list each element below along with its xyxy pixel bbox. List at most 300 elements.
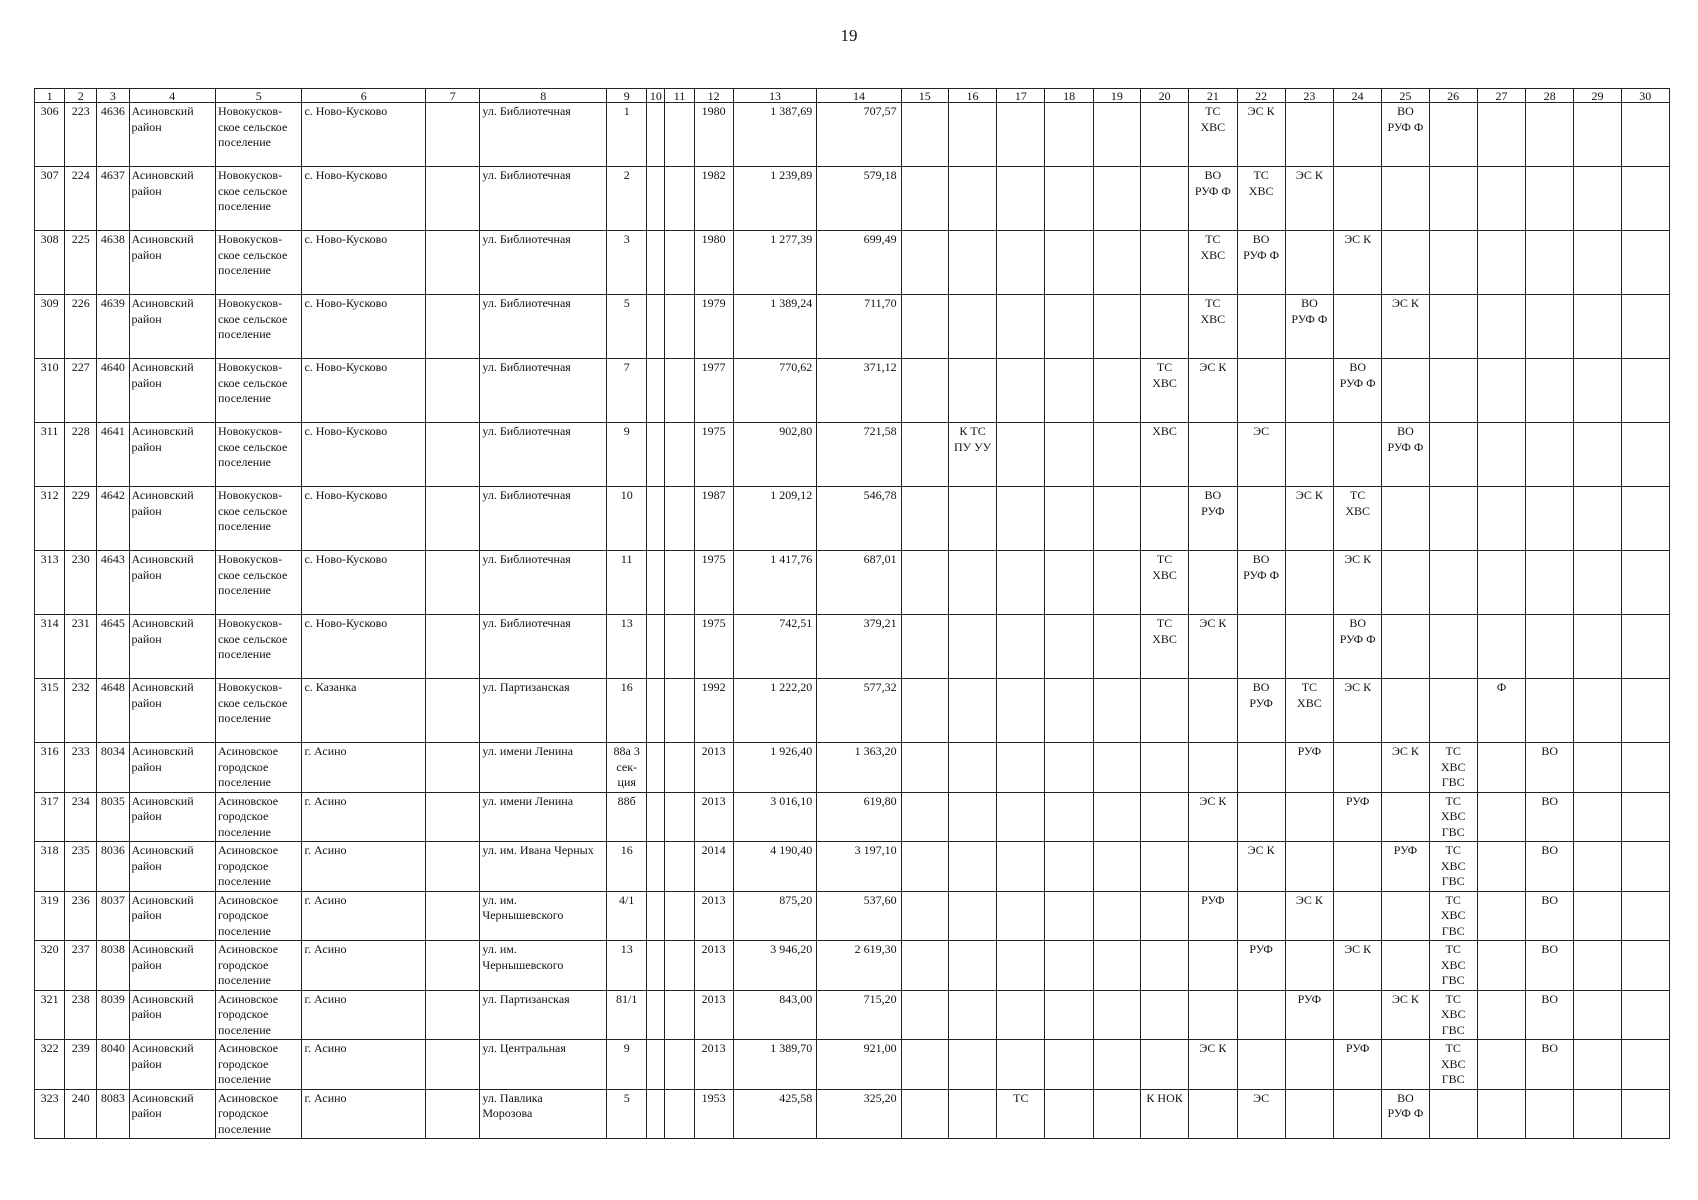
cell-col-6: с. Ново-Кусково	[302, 231, 426, 295]
cell-col-7	[426, 359, 480, 423]
cell-col-15	[901, 743, 948, 793]
cell-col-12: 1980	[694, 103, 733, 167]
cell-col-3: 4640	[97, 359, 129, 423]
cell-col-18	[1045, 941, 1093, 991]
cell-col-28	[1526, 615, 1574, 679]
table-row	[35, 891, 1670, 941]
cell-col-9: 5	[607, 1089, 647, 1139]
cell-col-18	[1045, 167, 1093, 231]
cell-col-4: Асиновский район	[129, 891, 215, 941]
cell-col-7	[426, 792, 480, 842]
cell-col-28	[1526, 359, 1574, 423]
cell-col-26	[1429, 423, 1477, 487]
cell-col-4: Асиновский район	[129, 842, 215, 892]
cell-col-30	[1621, 891, 1669, 941]
cell-col-4: Асиновский район	[129, 990, 215, 1040]
cell-col-28	[1526, 295, 1574, 359]
cell-col-16	[948, 792, 996, 842]
cell-col-23: РУФ	[1285, 990, 1333, 1040]
cell-col-26	[1429, 167, 1477, 231]
cell-col-25	[1382, 679, 1429, 743]
cell-col-17	[997, 615, 1045, 679]
cell-col-2: 229	[65, 487, 97, 551]
cell-col-16	[948, 103, 996, 167]
cell-col-1: 316	[35, 743, 65, 793]
cell-col-29	[1574, 359, 1621, 423]
cell-col-6: с. Ново-Кусково	[302, 359, 426, 423]
cell-col-13: 1 389,70	[733, 1040, 816, 1090]
cell-col-12: 2013	[694, 941, 733, 991]
cell-col-3: 8040	[97, 1040, 129, 1090]
cell-col-16	[948, 231, 996, 295]
cell-col-10	[647, 359, 665, 423]
cell-col-24	[1334, 103, 1382, 167]
cell-col-30	[1621, 792, 1669, 842]
column-header-5: 5	[215, 89, 301, 103]
cell-col-25: РУФ	[1382, 842, 1429, 892]
cell-col-9: 3	[607, 231, 647, 295]
table-body	[35, 103, 1670, 1139]
table-row	[35, 551, 1670, 615]
column-header-9: 9	[607, 89, 647, 103]
column-number-header-row	[35, 89, 1670, 103]
cell-col-3: 4636	[97, 103, 129, 167]
cell-col-4: Асиновский район	[129, 487, 215, 551]
cell-col-11	[665, 743, 694, 793]
cell-col-28: ВО	[1526, 891, 1574, 941]
column-header-7: 7	[426, 89, 480, 103]
cell-col-2: 238	[65, 990, 97, 1040]
cell-col-21	[1189, 1089, 1237, 1139]
cell-col-22: ВО РУФ Ф	[1237, 231, 1285, 295]
cell-col-9: 88а 3 сек- ция	[607, 743, 647, 793]
cell-col-16	[948, 1040, 996, 1090]
cell-col-5: Новокусков- ское сельское поселение	[215, 423, 301, 487]
cell-col-30	[1621, 990, 1669, 1040]
cell-col-25	[1382, 551, 1429, 615]
cell-col-27	[1477, 792, 1525, 842]
cell-col-17	[997, 792, 1045, 842]
cell-col-11	[665, 941, 694, 991]
cell-col-19	[1093, 842, 1140, 892]
cell-col-24	[1334, 990, 1382, 1040]
cell-col-23: ЭС К	[1285, 487, 1333, 551]
page-number: 19	[840, 26, 858, 45]
cell-col-8: ул. Центральная	[480, 1040, 607, 1090]
cell-col-17	[997, 231, 1045, 295]
cell-col-26: ТС ХВС ГВС	[1429, 743, 1477, 793]
cell-col-2: 223	[65, 103, 97, 167]
cell-col-19	[1093, 103, 1140, 167]
cell-col-29	[1574, 103, 1621, 167]
cell-col-4: Асиновский район	[129, 1089, 215, 1139]
cell-col-4: Асиновский район	[129, 1040, 215, 1090]
cell-col-22	[1237, 891, 1285, 941]
cell-col-9: 11	[607, 551, 647, 615]
cell-col-6: с. Ново-Кусково	[302, 615, 426, 679]
cell-col-7	[426, 1040, 480, 1090]
cell-col-27: Ф	[1477, 679, 1525, 743]
cell-col-30	[1621, 103, 1669, 167]
cell-col-26	[1429, 359, 1477, 423]
cell-col-4: Асиновский район	[129, 295, 215, 359]
cell-col-15	[901, 359, 948, 423]
cell-col-12: 1987	[694, 487, 733, 551]
cell-col-23	[1285, 941, 1333, 991]
cell-col-10	[647, 792, 665, 842]
cell-col-20	[1140, 1040, 1188, 1090]
cell-col-18	[1045, 990, 1093, 1040]
cell-col-6: г. Асино	[302, 1089, 426, 1139]
cell-col-14: 3 197,10	[817, 842, 901, 892]
cell-col-12: 1980	[694, 231, 733, 295]
cell-col-2: 236	[65, 891, 97, 941]
cell-col-24	[1334, 295, 1382, 359]
cell-col-6: с. Ново-Кусково	[302, 487, 426, 551]
cell-col-10	[647, 167, 665, 231]
cell-col-11	[665, 295, 694, 359]
cell-col-7	[426, 679, 480, 743]
cell-col-8: ул. Библиотечная	[480, 295, 607, 359]
cell-col-13: 875,20	[733, 891, 816, 941]
cell-col-12: 1992	[694, 679, 733, 743]
cell-col-29	[1574, 743, 1621, 793]
cell-col-15	[901, 295, 948, 359]
cell-col-11	[665, 792, 694, 842]
cell-col-4: Асиновский район	[129, 743, 215, 793]
cell-col-25	[1382, 1040, 1429, 1090]
cell-col-20	[1140, 487, 1188, 551]
cell-col-1: 315	[35, 679, 65, 743]
cell-col-16	[948, 679, 996, 743]
cell-col-27	[1477, 551, 1525, 615]
cell-col-24	[1334, 891, 1382, 941]
cell-col-29	[1574, 1040, 1621, 1090]
cell-col-8: ул. Библиотечная	[480, 167, 607, 231]
cell-col-4: Асиновский район	[129, 551, 215, 615]
cell-col-13: 770,62	[733, 359, 816, 423]
cell-col-8: ул. Библиотечная	[480, 615, 607, 679]
column-header-28: 28	[1526, 89, 1574, 103]
cell-col-20: ТС ХВС	[1140, 359, 1188, 423]
cell-col-11	[665, 167, 694, 231]
cell-col-11	[665, 103, 694, 167]
cell-col-20	[1140, 792, 1188, 842]
cell-col-12: 1975	[694, 615, 733, 679]
cell-col-10	[647, 891, 665, 941]
cell-col-21: ТС ХВС	[1189, 103, 1237, 167]
cell-col-5: Новокусков- ское сельское поселение	[215, 295, 301, 359]
cell-col-1: 317	[35, 792, 65, 842]
cell-col-26	[1429, 103, 1477, 167]
cell-col-16	[948, 941, 996, 991]
cell-col-1: 310	[35, 359, 65, 423]
cell-col-21	[1189, 423, 1237, 487]
cell-col-24	[1334, 842, 1382, 892]
cell-col-23	[1285, 551, 1333, 615]
cell-col-29	[1574, 990, 1621, 1040]
cell-col-5: Асиновское городское поселение	[215, 1040, 301, 1090]
cell-col-24: ВО РУФ Ф	[1334, 359, 1382, 423]
cell-col-8: ул. Библиотечная	[480, 423, 607, 487]
cell-col-19	[1093, 231, 1140, 295]
cell-col-23: ВО РУФ Ф	[1285, 295, 1333, 359]
cell-col-12: 2013	[694, 990, 733, 1040]
cell-col-7	[426, 743, 480, 793]
cell-col-3: 8039	[97, 990, 129, 1040]
cell-col-29	[1574, 679, 1621, 743]
cell-col-10	[647, 103, 665, 167]
cell-col-4: Асиновский район	[129, 167, 215, 231]
cell-col-21	[1189, 941, 1237, 991]
cell-col-22: ВО РУФ	[1237, 679, 1285, 743]
cell-col-3: 8036	[97, 842, 129, 892]
cell-col-29	[1574, 487, 1621, 551]
cell-col-27	[1477, 743, 1525, 793]
cell-col-22	[1237, 1040, 1285, 1090]
column-header-12: 12	[694, 89, 733, 103]
cell-col-23	[1285, 231, 1333, 295]
cell-col-3: 4637	[97, 167, 129, 231]
cell-col-6: с. Ново-Кусково	[302, 295, 426, 359]
cell-col-20	[1140, 679, 1188, 743]
cell-col-19	[1093, 1089, 1140, 1139]
cell-col-26	[1429, 295, 1477, 359]
cell-col-17	[997, 423, 1045, 487]
cell-col-19	[1093, 792, 1140, 842]
cell-col-5: Новокусков- ское сельское поселение	[215, 231, 301, 295]
cell-col-2: 224	[65, 167, 97, 231]
cell-col-22: ЭС К	[1237, 842, 1285, 892]
cell-col-5: Новокусков- ское сельское поселение	[215, 359, 301, 423]
column-header-22: 22	[1237, 89, 1285, 103]
cell-col-11	[665, 359, 694, 423]
cell-col-28: ВО	[1526, 990, 1574, 1040]
cell-col-20	[1140, 295, 1188, 359]
cell-col-22: ЭС К	[1237, 103, 1285, 167]
cell-col-3: 8083	[97, 1089, 129, 1139]
cell-col-20: ХВС	[1140, 423, 1188, 487]
cell-col-27	[1477, 423, 1525, 487]
cell-col-2: 226	[65, 295, 97, 359]
cell-col-12: 1975	[694, 423, 733, 487]
cell-col-30	[1621, 551, 1669, 615]
cell-col-19	[1093, 615, 1140, 679]
cell-col-17	[997, 891, 1045, 941]
cell-col-13: 1 387,69	[733, 103, 816, 167]
cell-col-3: 4639	[97, 295, 129, 359]
cell-col-27	[1477, 1089, 1525, 1139]
cell-col-28	[1526, 487, 1574, 551]
cell-col-30	[1621, 941, 1669, 991]
cell-col-3: 8038	[97, 941, 129, 991]
cell-col-5: Асиновское городское поселение	[215, 792, 301, 842]
cell-col-17	[997, 103, 1045, 167]
cell-col-5: Асиновское городское поселение	[215, 990, 301, 1040]
cell-col-28	[1526, 103, 1574, 167]
cell-col-5: Асиновское городское поселение	[215, 1089, 301, 1139]
cell-col-3: 8034	[97, 743, 129, 793]
cell-col-20	[1140, 941, 1188, 991]
cell-col-5: Новокусков- ское сельское поселение	[215, 487, 301, 551]
cell-col-18	[1045, 743, 1093, 793]
cell-col-22: ВО РУФ Ф	[1237, 551, 1285, 615]
cell-col-25	[1382, 359, 1429, 423]
cell-col-25	[1382, 792, 1429, 842]
cell-col-17	[997, 167, 1045, 231]
cell-col-20	[1140, 231, 1188, 295]
cell-col-22	[1237, 615, 1285, 679]
column-header-18: 18	[1045, 89, 1093, 103]
cell-col-26: ТС ХВС ГВС	[1429, 792, 1477, 842]
cell-col-1: 323	[35, 1089, 65, 1139]
cell-col-1: 309	[35, 295, 65, 359]
cell-col-19	[1093, 423, 1140, 487]
cell-col-26	[1429, 1089, 1477, 1139]
cell-col-9: 7	[607, 359, 647, 423]
cell-col-22	[1237, 487, 1285, 551]
cell-col-24: ЭС К	[1334, 679, 1382, 743]
cell-col-28	[1526, 423, 1574, 487]
cell-col-22: ЭС	[1237, 1089, 1285, 1139]
cell-col-13: 1 277,39	[733, 231, 816, 295]
cell-col-21	[1189, 551, 1237, 615]
cell-col-19	[1093, 941, 1140, 991]
cell-col-7	[426, 487, 480, 551]
cell-col-4: Асиновский район	[129, 231, 215, 295]
cell-col-18	[1045, 679, 1093, 743]
cell-col-17	[997, 551, 1045, 615]
cell-col-2: 234	[65, 792, 97, 842]
cell-col-3: 4642	[97, 487, 129, 551]
cell-col-8: ул. им. Чернышевского	[480, 941, 607, 991]
cell-col-15	[901, 679, 948, 743]
cell-col-18	[1045, 792, 1093, 842]
cell-col-30	[1621, 423, 1669, 487]
table-row	[35, 941, 1670, 991]
cell-col-22: ЭС	[1237, 423, 1285, 487]
cell-col-27	[1477, 941, 1525, 991]
cell-col-24: РУФ	[1334, 1040, 1382, 1090]
cell-col-19	[1093, 551, 1140, 615]
cell-col-18	[1045, 423, 1093, 487]
cell-col-16	[948, 551, 996, 615]
cell-col-2: 230	[65, 551, 97, 615]
cell-col-15	[901, 551, 948, 615]
cell-col-13: 843,00	[733, 990, 816, 1040]
cell-col-25	[1382, 891, 1429, 941]
cell-col-18	[1045, 359, 1093, 423]
cell-col-1: 308	[35, 231, 65, 295]
cell-col-29	[1574, 167, 1621, 231]
column-header-15: 15	[901, 89, 948, 103]
cell-col-28: ВО	[1526, 743, 1574, 793]
table-row	[35, 103, 1670, 167]
column-header-2: 2	[65, 89, 97, 103]
cell-col-30	[1621, 1089, 1669, 1139]
cell-col-27	[1477, 891, 1525, 941]
cell-col-13: 1 209,12	[733, 487, 816, 551]
cell-col-27	[1477, 359, 1525, 423]
cell-col-11	[665, 487, 694, 551]
cell-col-11	[665, 551, 694, 615]
cell-col-26: ТС ХВС ГВС	[1429, 842, 1477, 892]
cell-col-28	[1526, 551, 1574, 615]
cell-col-21: ТС ХВС	[1189, 231, 1237, 295]
cell-col-29	[1574, 551, 1621, 615]
cell-col-25: ЭС К	[1382, 295, 1429, 359]
cell-col-14: 687,01	[817, 551, 901, 615]
cell-col-24: ЭС К	[1334, 941, 1382, 991]
cell-col-25: ЭС К	[1382, 990, 1429, 1040]
cell-col-8: ул. Библиотечная	[480, 231, 607, 295]
cell-col-13: 1 389,24	[733, 295, 816, 359]
cell-col-13: 1 239,89	[733, 167, 816, 231]
cell-col-11	[665, 231, 694, 295]
cell-col-21	[1189, 990, 1237, 1040]
cell-col-22: РУФ	[1237, 941, 1285, 991]
cell-col-6: с. Ново-Кусково	[302, 551, 426, 615]
cell-col-30	[1621, 615, 1669, 679]
cell-col-23	[1285, 103, 1333, 167]
cell-col-3: 4645	[97, 615, 129, 679]
cell-col-7	[426, 891, 480, 941]
cell-col-23: ЭС К	[1285, 167, 1333, 231]
cell-col-1: 319	[35, 891, 65, 941]
cell-col-23	[1285, 615, 1333, 679]
cell-col-12: 2013	[694, 792, 733, 842]
cell-col-15	[901, 842, 948, 892]
cell-col-30	[1621, 167, 1669, 231]
cell-col-16	[948, 167, 996, 231]
column-header-19: 19	[1093, 89, 1140, 103]
cell-col-21: ЭС К	[1189, 615, 1237, 679]
cell-col-14: 711,70	[817, 295, 901, 359]
cell-col-16	[948, 842, 996, 892]
cell-col-15	[901, 941, 948, 991]
cell-col-11	[665, 990, 694, 1040]
cell-col-5: Асиновское городское поселение	[215, 842, 301, 892]
cell-col-17	[997, 941, 1045, 991]
cell-col-26: ТС ХВС ГВС	[1429, 941, 1477, 991]
cell-col-4: Асиновский район	[129, 103, 215, 167]
cell-col-9: 1	[607, 103, 647, 167]
cell-col-8: ул. Партизанская	[480, 990, 607, 1040]
cell-col-12: 2013	[694, 743, 733, 793]
cell-col-25	[1382, 167, 1429, 231]
cell-col-5: Асиновское городское поселение	[215, 941, 301, 991]
cell-col-11	[665, 842, 694, 892]
cell-col-11	[665, 1040, 694, 1090]
cell-col-9: 10	[607, 487, 647, 551]
cell-col-6: г. Асино	[302, 792, 426, 842]
cell-col-18	[1045, 615, 1093, 679]
cell-col-24: ЭС К	[1334, 231, 1382, 295]
cell-col-27	[1477, 1040, 1525, 1090]
cell-col-15	[901, 891, 948, 941]
cell-col-14: 707,57	[817, 103, 901, 167]
cell-col-10	[647, 743, 665, 793]
cell-col-17	[997, 295, 1045, 359]
cell-col-10	[647, 487, 665, 551]
cell-col-18	[1045, 487, 1093, 551]
cell-col-7	[426, 551, 480, 615]
table-row	[35, 990, 1670, 1040]
cell-col-18	[1045, 103, 1093, 167]
cell-col-12: 1977	[694, 359, 733, 423]
cell-col-22	[1237, 990, 1285, 1040]
cell-col-6: г. Асино	[302, 990, 426, 1040]
